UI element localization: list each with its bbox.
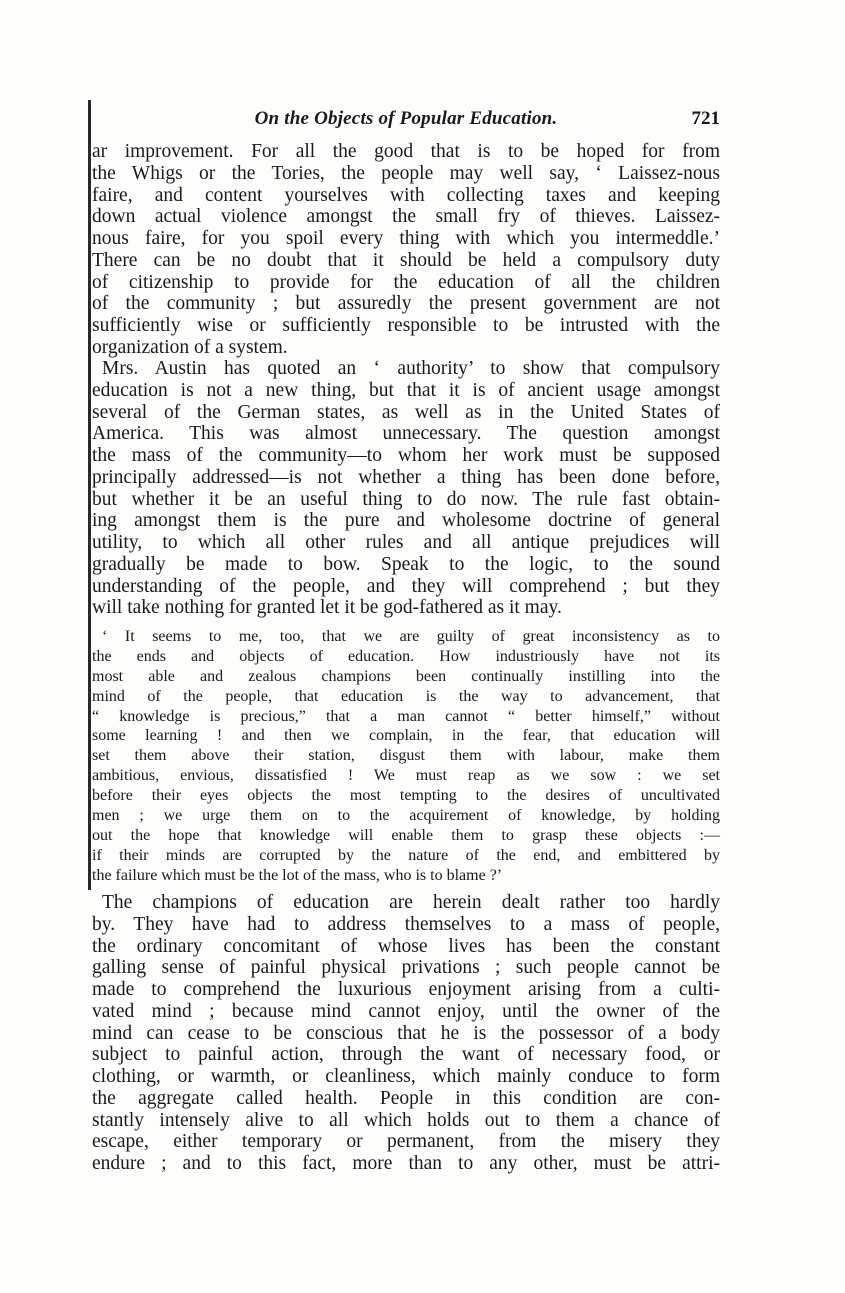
text-line: the Whigs or the Tories, the people may well say, ‘ Laissez-nous (92, 162, 720, 184)
quote-line: some learning ! and then we complain, in the fear, that education will (92, 727, 720, 745)
text-line: clothing, or warmth, or cleanliness, which mainly conduce to form (92, 1066, 720, 1087)
text-line: several of the German states, as well as in the United States of (92, 401, 720, 423)
text-line: ing amongst them is the pure and wholesome doctrine of general (92, 510, 720, 532)
text-line: The champions of education are herein dealt rather too hardly (102, 892, 720, 913)
quote-line: most able and zealous champions been continually instilling into the (92, 667, 720, 685)
text-line: education is not a new thing, but that it is of ancient usage amongst (92, 379, 720, 401)
text-line: mind can cease to be conscious that he is the possessor of a body (92, 1022, 720, 1044)
text-line: subject to painful action, through the want of necessary food, or (92, 1044, 720, 1066)
binding-edge-line (88, 100, 91, 890)
quote-line: the failure which must be the lot of the mass, who is to blame ?’ (92, 866, 503, 884)
quote-line: ‘ It seems to me, too, that we are guilty of great inconsistency as to (102, 628, 720, 645)
text-line: nous faire, for you spoil every thing with which you intermeddle.’ (92, 228, 720, 249)
quote-line: before their eyes objects the most tempting to the desires of uncultivated (92, 787, 720, 805)
quote-line: ambitious, envious, dissatisfied ! We must reap as we sow : we set (92, 767, 720, 785)
text-line: escape, either temporary or permanent, from the misery they (92, 1131, 720, 1153)
block-quote (92, 627, 720, 886)
quote-line: mind of the people, that education is the way to advancement, that (92, 687, 720, 705)
text-line: faire, and content yourselves with collecting taxes and keeping (92, 184, 720, 206)
text-line: America. This was almost unnecessary. The question amongst (92, 423, 720, 445)
text-line: galling sense of painful physical privations ; such people cannot be (92, 957, 720, 979)
quote-line: set them above their station, disgust them with labour, make them (92, 747, 720, 765)
text-line: by. They have had to address themselves to a mass of people, (92, 913, 720, 935)
text-line: stantly intensely alive to all which holds out to them a chance of (92, 1109, 720, 1131)
quote-line: out the hope that knowledge will enable them to grasp these objects :— (92, 826, 720, 844)
text-line: gradually be made to bow. Speak to the logic, to the sound (92, 553, 720, 575)
page-number: 721 (691, 108, 720, 129)
quote-line: the ends and objects of education. How industriously have not its (92, 647, 720, 665)
text-line: Mrs. Austin has quoted an ‘ authority’ to show that compulsory (102, 358, 720, 379)
text-line: vated mind ; because mind cannot enjoy, until the owner of the (92, 1000, 720, 1022)
running-title: On the Objects of Popular Education. (254, 108, 558, 129)
paragraph-3 (92, 892, 720, 1175)
text-line: endure ; and to this fact, more than to any other, must be attri- (92, 1153, 720, 1174)
quote-line: “ knowledge is precious,” that a man cannot “ better himself,” without (92, 707, 720, 725)
text-line: of the community ; but assuredly the present government are not (92, 293, 720, 315)
text-line: organization of a system. (92, 336, 288, 358)
text-line: the mass of the community—to whom her work must be supposed (92, 445, 720, 466)
text-line: There can be no doubt that it should be held a compulsory duty (92, 249, 720, 271)
quote-line: men ; we urge them on to the acquirement of knowledge, by holding (92, 807, 720, 825)
paragraph-2 (92, 358, 720, 619)
text-line: principally addressed—is not whether a thing has been done before, (92, 466, 720, 488)
text-line: down actual violence amongst the small fry of thieves. Laissez- (92, 206, 720, 228)
text-line: of citizenship to provide for the education of all the children (92, 271, 720, 293)
text-line: understanding of the people, and they will comprehend ; but they (92, 575, 720, 597)
text-line: the aggregate called health. People in this condition are con- (92, 1087, 720, 1109)
text-line: but whether it be an useful thing to do now. The rule fast obtain- (92, 488, 720, 510)
text-line: will take nothing for granted let it be god-fathered as it may. (92, 597, 562, 619)
text-line: sufficiently wise or sufficiently responsible to be intrusted with the (92, 315, 720, 336)
text-line: ar improvement. For all the good that is to be hoped for from (92, 141, 720, 162)
text-line: the ordinary concomitant of whose lives has been the constant (92, 935, 720, 957)
quote-line: if their minds are corrupted by the nature of the end, and embittered by (92, 846, 720, 864)
text-line: utility, to which all other rules and all antique prejudices will (92, 532, 720, 553)
text-line: made to comprehend the luxurious enjoyment arising from a culti- (92, 979, 720, 1000)
running-head (92, 104, 720, 134)
paragraph-1 (92, 141, 720, 359)
